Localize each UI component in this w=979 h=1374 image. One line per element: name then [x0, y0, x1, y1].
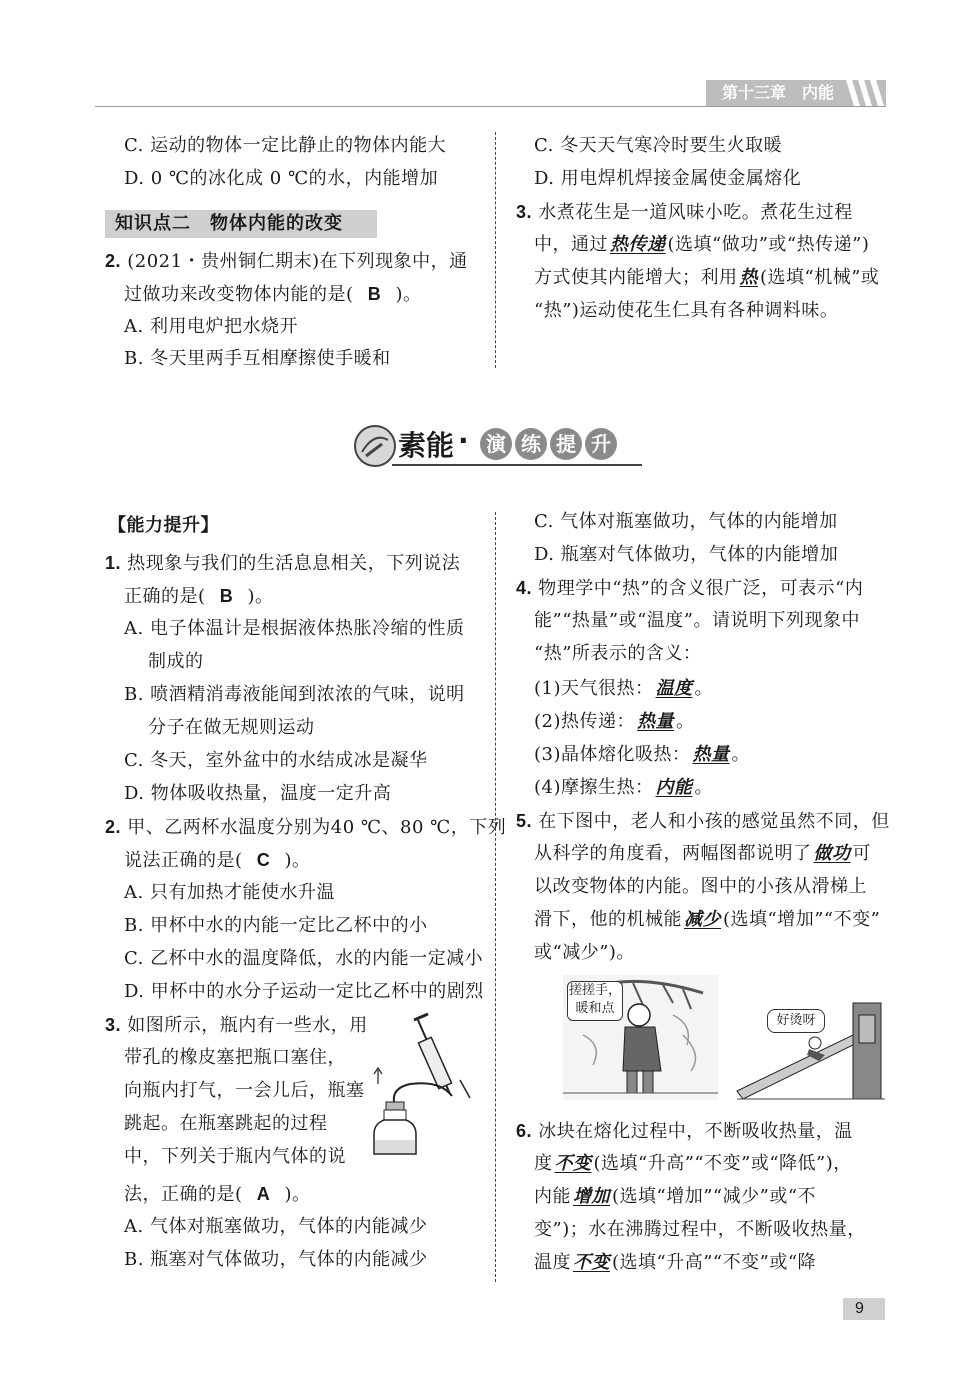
question-3-line2: 带孔的橡皮塞把瓶口塞住，	[124, 1047, 346, 1068]
option-c: C. 气体对瓶塞做功，气体的内能增加	[534, 511, 838, 532]
slide-cartoon	[735, 995, 885, 1100]
section-banner	[352, 418, 642, 470]
bubble-text: 好烫呀	[776, 1013, 816, 1028]
question-1-line1	[105, 550, 460, 577]
item-text: (2)热传递：	[534, 711, 635, 732]
question-4-line1	[516, 575, 863, 602]
handwritten-answer: 热	[739, 267, 758, 288]
option-d: D. 0 ℃的冰化成 0 ℃的水，内能增加	[124, 168, 439, 189]
handwritten-answer: 不变	[554, 1153, 592, 1174]
question-text: 热现象与我们的生活息息相关，下列说法	[127, 553, 461, 574]
handwritten-answer: 热量	[692, 744, 730, 765]
question-5-line1	[516, 808, 890, 835]
banner-circle-char: 练	[515, 428, 547, 460]
question-text: 如图所示，瓶内有一些水，用	[127, 1015, 368, 1036]
question-text: )。	[284, 1184, 311, 1205]
banner-circle-char: 升	[585, 428, 617, 460]
handwritten-answer: 温度	[655, 678, 693, 699]
banner-circle-char: 演	[480, 428, 512, 460]
question-3-line1	[105, 1012, 368, 1039]
answer-text: A	[256, 1184, 271, 1204]
question-3-line4: “热”)运动使花生仁具有各种调料味。	[534, 300, 839, 321]
question-2-line1	[105, 248, 468, 275]
question-text: 在下图中，老人和小孩的感觉虽然不同，但	[538, 811, 890, 832]
speech-bubble	[767, 1009, 825, 1033]
question-text: 内能	[534, 1186, 571, 1207]
option-d: D. 甲杯中的水分子运动一定比乙杯中的剧烈	[124, 981, 484, 1002]
question-text: )。	[247, 586, 274, 607]
banner-dot: ·	[458, 424, 469, 457]
question-text: (2021・贵州铜仁期末)在下列现象中，通	[127, 251, 468, 272]
item-text: 。	[676, 711, 695, 732]
item-text: (1)天气很热：	[534, 678, 654, 699]
option-b: B. 甲杯中水的内能一定比乙杯中的小	[124, 915, 428, 936]
question-6-line4: 变”)；水在沸腾过程中，不断吸收热量，	[534, 1219, 866, 1240]
option-b: B. 喷酒精消毒液能闻到浓浓的气味，说明	[124, 684, 465, 705]
question-text: 温度	[534, 1252, 571, 1273]
question-number: 3.	[516, 202, 533, 222]
question-number: 2.	[105, 251, 122, 271]
option-c: C. 乙杯中水的温度降低，水的内能一定减小	[124, 948, 484, 969]
question-3-line1	[516, 199, 853, 226]
option-b: B. 瓶塞对气体做功，气体的内能减少	[124, 1249, 428, 1270]
question-5-line4	[534, 907, 880, 933]
answer-text: C	[256, 850, 271, 870]
handwritten-answer: 内能	[655, 777, 693, 798]
question-2-line2	[124, 281, 422, 308]
question-text: 可	[852, 843, 871, 864]
question-text: 法，正确的是(	[124, 1184, 243, 1205]
option-b: B. 冬天里两手互相摩擦使手暖和	[124, 348, 391, 369]
question-4-item	[534, 709, 695, 735]
handwritten-answer: 热量	[637, 711, 674, 732]
item-text: (3)晶体熔化吸热：	[534, 744, 691, 765]
bottle-pump-figure	[370, 1010, 482, 1158]
question-5-line3: 以改变物体的内能。图中的小孩从滑梯上	[534, 876, 867, 897]
question-text: 甲、乙两杯水温度分别为40 ℃、80 ℃，下列	[127, 817, 507, 838]
question-text: )。	[284, 850, 311, 871]
chapter-header	[706, 80, 886, 106]
question-6-line3	[534, 1184, 816, 1210]
question-number: 3.	[105, 1015, 122, 1035]
question-3-line4: 跳起。在瓶塞跳起的过程	[124, 1113, 328, 1134]
option-a: A. 气体对瓶塞做功，气体的内能减少	[124, 1216, 428, 1237]
question-4-line3: “热”所表示的含义：	[534, 643, 702, 664]
question-4-item	[534, 775, 713, 801]
old-man-cartoon	[563, 975, 718, 1100]
banner-circle-char: 提	[550, 428, 582, 460]
question-text: 正确的是(	[124, 586, 206, 607]
question-text: (选填“增加”“减少”或“不	[612, 1186, 817, 1207]
question-number: 4.	[516, 578, 533, 598]
question-6-line2	[534, 1151, 852, 1177]
question-3-line3	[534, 265, 879, 291]
column-divider-top	[495, 132, 496, 368]
column-divider-bottom	[495, 512, 496, 1282]
handwritten-answer: 不变	[573, 1252, 610, 1273]
option-b-cont: 分子在做无规则运动	[148, 717, 315, 738]
question-text: 物理学中“热”的含义很广泛，可表示“内	[538, 578, 864, 599]
question-text: (选填“升高”“不变”或“降	[612, 1252, 817, 1273]
question-6-line5	[534, 1250, 816, 1276]
question-text: 说法正确的是(	[124, 850, 243, 871]
bubble-text: 暖和点	[575, 1001, 615, 1016]
question-1-line2	[124, 583, 274, 610]
question-5-line5: 或“减少”)。	[534, 942, 635, 963]
question-text: )。	[395, 284, 422, 305]
bubble-text: 搓搓手，	[568, 983, 621, 998]
question-text: 方式使其内能增大；利用	[534, 267, 738, 288]
question-text: (选填“增加”“不变”	[723, 909, 881, 930]
option-c: C. 冬天天气寒冷时要生火取暖	[534, 135, 783, 156]
question-text: 水煮花生是一道风味小吃。煮花生过程	[538, 202, 853, 223]
question-text: (选填“机械”或	[760, 267, 880, 288]
question-text: 过做功来改变物体内能的是(	[124, 284, 354, 305]
handwritten-answer: 热传递	[610, 234, 666, 255]
handwritten-answer: 做功	[813, 843, 851, 864]
question-3-line3: 向瓶内打气，一会儿后，瓶塞	[124, 1080, 365, 1101]
option-d: D. 物体吸收热量，温度一定升高	[124, 783, 392, 804]
question-text: (选填“升高”“不变”或“降低”)，	[593, 1153, 852, 1174]
banner-underline	[392, 464, 642, 466]
question-text: (选填“做功”或“热传递”)	[667, 234, 870, 255]
item-text: 。	[731, 744, 750, 765]
chapter-stripes-icon	[842, 80, 886, 106]
question-text: 度	[534, 1153, 553, 1174]
handwritten-answer: 增加	[573, 1186, 610, 1207]
question-2-line1	[105, 814, 506, 841]
question-5-line2	[534, 841, 871, 867]
speech-bubble	[567, 981, 623, 1021]
question-text: 冰块在熔化过程中，不断吸收热量，温	[538, 1121, 853, 1142]
question-number: 5.	[516, 811, 533, 831]
question-6-line1	[516, 1118, 853, 1145]
option-d: D. 用电焊机焊接金属使金属熔化	[534, 168, 802, 189]
handwritten-answer: 减少	[684, 909, 721, 930]
question-4-item	[534, 742, 750, 768]
option-a-cont: 制成的	[148, 651, 204, 672]
question-4-item	[534, 676, 713, 702]
item-text: (4)摩擦生热：	[534, 777, 654, 798]
answer-text: B	[219, 586, 234, 606]
section-title: 知识点二 物体内能的改变	[105, 210, 377, 238]
option-c: C. 冬天，室外盆中的水结成冰是凝华	[124, 750, 428, 771]
option-a: A. 只有加热才能使水升温	[124, 882, 335, 903]
header-rule	[95, 106, 886, 107]
question-text: 从科学的角度看，两幅图都说明了	[534, 843, 812, 864]
question-2-line2	[124, 847, 311, 874]
question-3-line6	[124, 1181, 311, 1208]
question-4-line2: 能”“热量”或“温度”。请说明下列现象中	[534, 610, 861, 631]
option-c: C. 运动的物体一定比静止的物体内能大	[124, 135, 447, 156]
item-text: 。	[694, 678, 713, 699]
option-d: D. 瓶塞对气体做功，气体的内能增加	[534, 544, 839, 565]
page-number: 9	[855, 1300, 864, 1317]
question-number: 6.	[516, 1121, 533, 1141]
question-number: 1.	[105, 553, 122, 573]
page-number-box	[843, 1298, 885, 1320]
section-label: 【能力提升】	[108, 515, 219, 536]
banner-title: 素能	[398, 429, 455, 462]
question-3-line2	[534, 232, 869, 258]
item-text: 。	[694, 777, 713, 798]
question-3-line5: 中，下列关于瓶内气体的说	[124, 1146, 346, 1167]
option-a: A. 利用电炉把水烧开	[124, 316, 298, 337]
answer-text: B	[367, 284, 382, 304]
question-number: 2.	[105, 817, 122, 837]
option-a: A. 电子体温计是根据液体热胀冷缩的性质	[124, 618, 465, 639]
question-text: 中，通过	[534, 234, 608, 255]
banner-emblem-icon	[352, 422, 398, 468]
question-text: 滑下，他的机械能	[534, 909, 682, 930]
chapter-title: 第十三章 内能	[722, 83, 835, 102]
